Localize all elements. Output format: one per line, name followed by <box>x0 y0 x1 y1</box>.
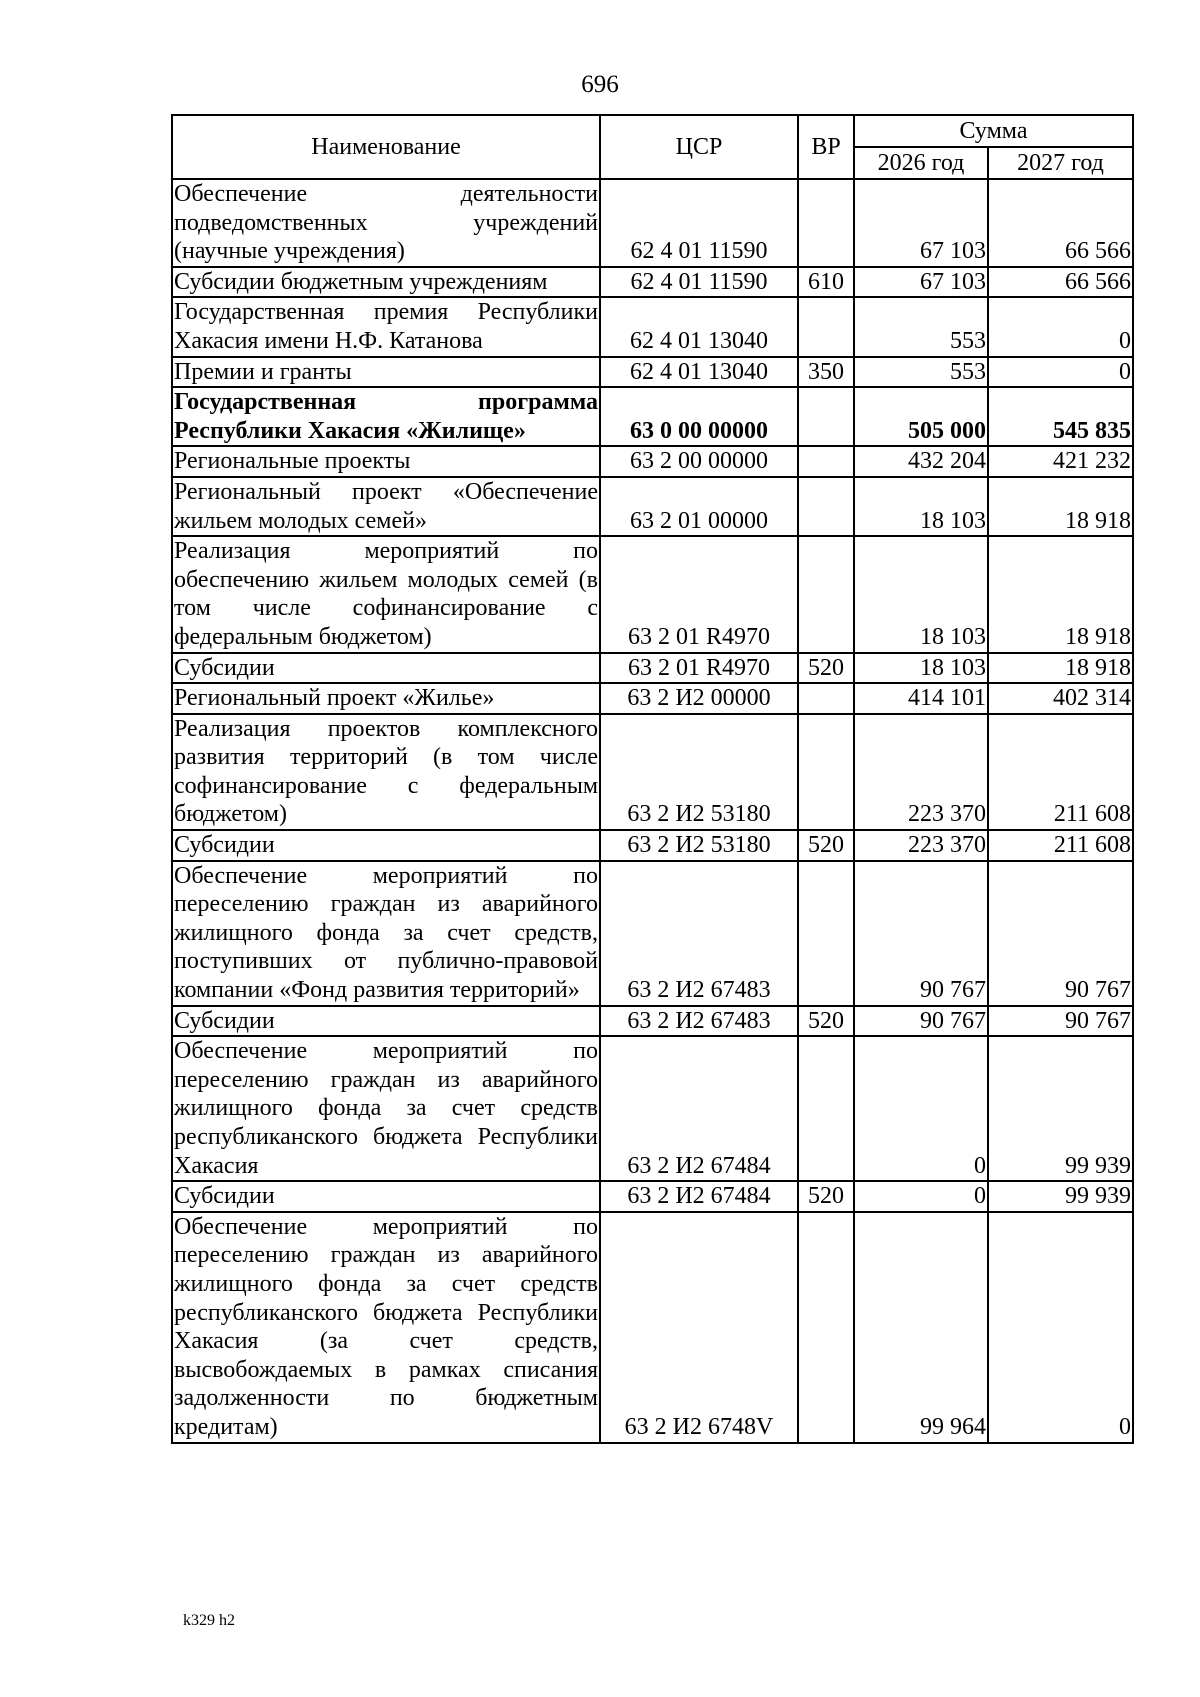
row-vr-cell <box>798 861 854 1006</box>
row-2026-cell: 505 000 <box>854 387 988 446</box>
row-vr-cell: 520 <box>798 653 854 684</box>
row-2026-cell: 223 370 <box>854 830 988 861</box>
row-2027-cell: 18 918 <box>988 536 1133 652</box>
row-name-cell: Реализация мероприятий по обеспечению жильем молодых семей (в том числе софинансирование с федеральным бюджетом) <box>172 536 600 652</box>
row-2027-cell: 402 314 <box>988 683 1133 714</box>
row-2027-cell: 90 767 <box>988 1006 1133 1037</box>
table-row <box>172 297 1133 356</box>
header-year-2027: 2027 год <box>988 147 1133 179</box>
row-2027-cell: 0 <box>988 297 1133 356</box>
row-csr-cell: 62 4 01 11590 <box>600 267 798 298</box>
row-2026-cell: 414 101 <box>854 683 988 714</box>
footer-code: k329 h2 <box>183 1612 235 1629</box>
row-csr-cell: 63 2 И2 00000 <box>600 683 798 714</box>
row-name-cell: Субсидии бюджетным учреждениям <box>172 267 600 298</box>
table-row <box>172 536 1133 652</box>
row-2027-cell: 18 918 <box>988 477 1133 536</box>
row-name-cell: Реализация проектов комплексного развития территорий (в том числе софинансирование с федеральным бюджетом) <box>172 714 600 830</box>
row-2026-cell: 18 103 <box>854 536 988 652</box>
row-vr-cell <box>798 1036 854 1181</box>
header-vr: ВР <box>798 115 854 179</box>
row-vr-cell: 610 <box>798 267 854 298</box>
table-row <box>172 267 1133 298</box>
row-2027-cell: 0 <box>988 1212 1133 1443</box>
row-2026-cell: 67 103 <box>854 267 988 298</box>
table-row <box>172 1181 1133 1212</box>
row-2026-cell: 90 767 <box>854 861 988 1006</box>
row-name-cell: Обеспечение мероприятий по переселению граждан из аварийного жилищного фонда за счет средств, поступивших от публично-правовой компании «Фонд развития территорий» <box>172 861 600 1006</box>
row-2026-cell: 18 103 <box>854 477 988 536</box>
row-2027-cell: 66 566 <box>988 179 1133 267</box>
row-csr-cell: 63 2 И2 67484 <box>600 1181 798 1212</box>
row-name-cell: Государственная программа Республики Хакасия «Жилище» <box>172 387 600 446</box>
row-csr-cell: 63 0 00 00000 <box>600 387 798 446</box>
row-vr-cell <box>798 297 854 356</box>
header-sum: Сумма <box>854 115 1133 147</box>
row-vr-cell <box>798 683 854 714</box>
row-csr-cell: 63 2 01 R4970 <box>600 536 798 652</box>
row-2027-cell: 99 939 <box>988 1181 1133 1212</box>
table-row <box>172 387 1133 446</box>
table-row <box>172 653 1133 684</box>
row-vr-cell <box>798 477 854 536</box>
page-number: 696 <box>581 71 619 98</box>
row-2027-cell: 90 767 <box>988 861 1133 1006</box>
row-vr-cell: 350 <box>798 357 854 388</box>
row-name-cell: Обеспечение мероприятий по переселению граждан из аварийного жилищного фонда за счет средств республиканского бюджета Республики Хакасия (за счет средств, высвобождаемых в рамках списания задолженности по бюджетным кредитам) <box>172 1212 600 1443</box>
row-2026-cell: 223 370 <box>854 714 988 830</box>
row-2027-cell: 545 835 <box>988 387 1133 446</box>
row-2026-cell: 99 964 <box>854 1212 988 1443</box>
row-2026-cell: 432 204 <box>854 446 988 477</box>
header-row <box>172 115 1133 147</box>
row-name-cell: Субсидии <box>172 1006 600 1037</box>
row-name-cell: Обеспечение деятельности подведомственных учреждений (научные учреждения) <box>172 179 600 267</box>
table-row <box>172 477 1133 536</box>
table-row <box>172 830 1133 861</box>
row-name-cell: Региональные проекты <box>172 446 600 477</box>
header-csr: ЦСР <box>600 115 798 179</box>
row-csr-cell: 63 2 01 00000 <box>600 477 798 536</box>
row-vr-cell: 520 <box>798 1006 854 1037</box>
row-csr-cell: 63 2 И2 53180 <box>600 830 798 861</box>
table-body <box>172 179 1133 1443</box>
table-row <box>172 1036 1133 1181</box>
row-vr-cell <box>798 179 854 267</box>
row-name-cell: Обеспечение мероприятий по переселению граждан из аварийного жилищного фонда за счет средств республиканского бюджета Республики Хакасия <box>172 1036 600 1181</box>
row-2026-cell: 553 <box>854 297 988 356</box>
row-csr-cell: 63 2 И2 67484 <box>600 1036 798 1181</box>
row-csr-cell: 62 4 01 13040 <box>600 357 798 388</box>
row-name-cell: Субсидии <box>172 653 600 684</box>
row-name-cell: Субсидии <box>172 830 600 861</box>
row-vr-cell <box>798 536 854 652</box>
row-csr-cell: 63 2 И2 67483 <box>600 861 798 1006</box>
row-name-cell: Премии и гранты <box>172 357 600 388</box>
row-name-cell: Региональный проект «Обеспечение жильем молодых семей» <box>172 477 600 536</box>
header-year-2026: 2026 год <box>854 147 988 179</box>
table-row <box>172 179 1133 267</box>
table-row <box>172 683 1133 714</box>
row-csr-cell: 63 2 И2 53180 <box>600 714 798 830</box>
row-vr-cell <box>798 387 854 446</box>
row-csr-cell: 63 2 01 R4970 <box>600 653 798 684</box>
row-2026-cell: 0 <box>854 1181 988 1212</box>
row-2027-cell: 18 918 <box>988 653 1133 684</box>
row-name-cell: Субсидии <box>172 1181 600 1212</box>
row-csr-cell: 63 2 И2 67483 <box>600 1006 798 1037</box>
budget-table <box>171 114 1134 1444</box>
table-row <box>172 714 1133 830</box>
row-name-cell: Государственная премия Республики Хакасия имени Н.Ф. Катанова <box>172 297 600 356</box>
row-vr-cell <box>798 1212 854 1443</box>
row-csr-cell: 62 4 01 13040 <box>600 297 798 356</box>
row-csr-cell: 63 2 И2 6748V <box>600 1212 798 1443</box>
row-2026-cell: 553 <box>854 357 988 388</box>
row-2027-cell: 211 608 <box>988 830 1133 861</box>
row-vr-cell <box>798 446 854 477</box>
row-2026-cell: 67 103 <box>854 179 988 267</box>
table-row <box>172 357 1133 388</box>
row-csr-cell: 63 2 00 00000 <box>600 446 798 477</box>
table-row <box>172 861 1133 1006</box>
row-vr-cell: 520 <box>798 1181 854 1212</box>
row-2027-cell: 211 608 <box>988 714 1133 830</box>
row-name-cell: Региональный проект «Жилье» <box>172 683 600 714</box>
row-2026-cell: 18 103 <box>854 653 988 684</box>
row-2027-cell: 421 232 <box>988 446 1133 477</box>
row-2026-cell: 90 767 <box>854 1006 988 1037</box>
header-name: Наименование <box>172 115 600 179</box>
table-row <box>172 1212 1133 1443</box>
table-row <box>172 446 1133 477</box>
table-row <box>172 1006 1133 1037</box>
row-2026-cell: 0 <box>854 1036 988 1181</box>
row-vr-cell: 520 <box>798 830 854 861</box>
row-csr-cell: 62 4 01 11590 <box>600 179 798 267</box>
row-2027-cell: 66 566 <box>988 267 1133 298</box>
row-2027-cell: 99 939 <box>988 1036 1133 1181</box>
row-2027-cell: 0 <box>988 357 1133 388</box>
row-vr-cell <box>798 714 854 830</box>
